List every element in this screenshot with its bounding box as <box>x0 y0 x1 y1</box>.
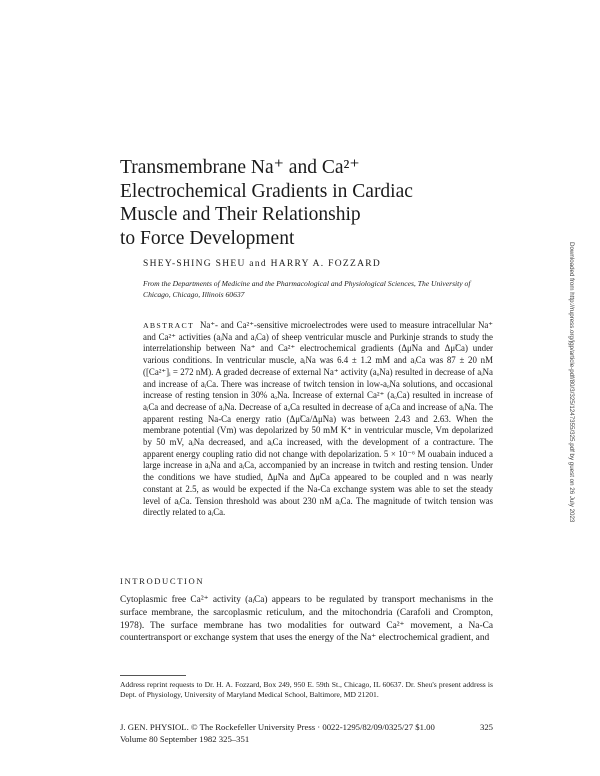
footnote-divider <box>120 675 186 676</box>
title-line-3: Muscle and Their Relationship <box>120 204 361 225</box>
journal-publisher-line: J. GEN. PHYSIOL. © The Rockefeller University Press · 0022-1295/82/09/0325/27 $1.00 <box>120 722 435 732</box>
download-watermark: Downloaded from http://rupress.org/jgp/article-pdf/80/3/325/1247355/325.pdf by guest on 26 July 2023 <box>568 242 575 523</box>
journal-citation-line-1 <box>120 721 493 733</box>
article-title <box>120 156 500 250</box>
author-affiliation: From the Departments of Medicine and the Pharmacological and Physiological Sciences, The University of Chicago, Chicago, Illinois 60637 <box>143 279 471 299</box>
page-number: 325 <box>479 722 493 732</box>
abstract-label: ABSTRACT <box>143 321 195 330</box>
abstract <box>143 320 493 519</box>
footnote: Address reprint requests to Dr. H. A. Fozzard, Box 249, 950 E. 59th St., Chicago, IL 60637. Dr. Sheu's present address is Dept. of Physiology, University of Maryland Medical School, Baltimore, MD 21201. <box>120 680 493 700</box>
journal-citation <box>120 721 493 745</box>
abstract-text: Na⁺- and Ca²⁺-sensitive microelectrodes were used to measure intracellular Na⁺ and Ca²⁺ activities (aᵢNa and aᵢCa) of sheep ventricular muscle and Purkinje strands to study the interrelationship between Na⁺ and Ca²⁺ electrochemical gradients (Δμ̃Na and Δμ̃Ca) under various conditions. In ventricular muscle, aᵢNa was 6.4 ± 1.2 mM and aᵢCa was 87 ± 20 nM ([Ca²⁺]ᵢ = 272 nM). A graded decrease of external Na⁺ activity (aₒNa) resulted in decrease of aᵢNa and increase of aᵢCa. There was increase of twitch tension in low-aₒNa solutions, and occasional increase of resting tension in 30% aₒNa. Increase of external Ca²⁺ (aₒCa) resulted in increase of aᵢCa and decrease of aᵢNa. Decrease of aₒCa resulted in decrease of aᵢCa and increase of aᵢNa. The apparent resting Na-Ca energy ratio (Δμ̃Ca/Δμ̃Na) was between 2.43 and 2.63. When the membrane potential (Vm) was depolarized by 50 mM K⁺ in ventricular muscle, Vm depolarized by 50 mV, aᵢNa decreased, and aᵢCa increased, with the development of a contracture. The apparent energy coupling ratio did not change with depolarization. 5 × 10⁻⁶ M ouabain induced a large increase in aᵢNa and aᵢCa, accompanied by an increase in twitch and resting tension. Under the conditions we have studied, Δμ̃Na and Δμ̃Ca appeared to be coupled and n was nearly constant at 2.5, as would be expected if the Na-Ca exchange system was able to set the steady level of aᵢCa. Tension threshold was about 230 nM aᵢCa. The magnitude of twitch tension was directly related to aᵢCa. <box>143 320 493 518</box>
title-line-2: Electrochemical Gradients in Cardiac <box>120 180 413 202</box>
introduction-paragraph: Cytoplasmic free Ca²⁺ activity (aᵢCa) appears to be regulated by transport mechanisms in the surface membrane, the sarcoplasmic reticulum, and the mitochondria (Carafoli and Crompton, 1978). The surface membrane has two modalities for outward Ca²⁺ movement, a Na-Ca countertransport or exchange system that uses the energy of the Na⁺ electrochemical gradient, and <box>120 595 493 644</box>
journal-volume-line: Volume 80 September 1982 325–351 <box>120 734 250 745</box>
section-heading-introduction: INTRODUCTION <box>120 576 205 586</box>
title-line-4: to Force Development <box>120 227 295 249</box>
author-list: SHEY-SHING SHEU and HARRY A. FOZZARD <box>143 259 382 269</box>
title-line-1: Transmembrane Na⁺ and Ca²⁺ <box>120 157 360 178</box>
